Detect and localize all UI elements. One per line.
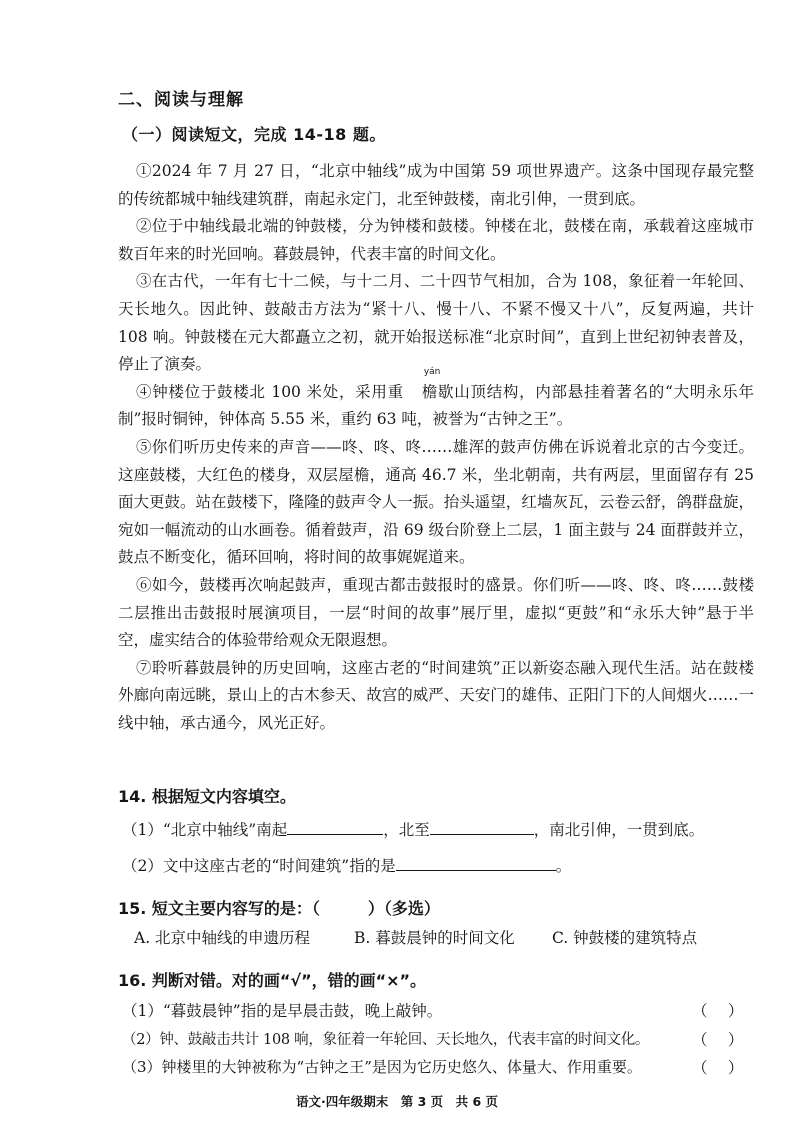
statement-1: （1）“暮鼓晨钟”指的是早晨击鼓，晚上敲钟。 <box>122 1002 443 1020</box>
answer-paren-2[interactable]: （ ） <box>692 1031 744 1049</box>
question-14-line-2 <box>122 854 571 876</box>
annotated-character: 檐 <box>421 382 438 401</box>
paragraph-1: ①2024 年 7 月 27 日，“北京中轴线”成为中国第 59 项世界遗产。这条中国现存最完整的传统都城中轴线建筑群，南起永定门，北至钟鼓楼，南北引伸，一贯到底。 <box>118 162 754 208</box>
q14-2-text-b: 。 <box>555 857 572 875</box>
q14-1-text-c: ，南北引伸，一贯到底。 <box>533 821 705 839</box>
pinyin-annotation <box>404 366 441 407</box>
paragraph-6: ⑥如今，鼓楼再次响起鼓声，重现古都击鼓报时的盛景。你们听——咚、咚、咚……鼓楼二层推出击鼓报时展演项目，一层“时间的故事”展厅里，虚拟“更鼓”和“永乐大钟”悬于半空，虚实结合的体验带给观众无限遐想。 <box>118 575 754 650</box>
reading-passage <box>118 158 754 737</box>
answer-paren-1[interactable]: （ ） <box>692 1002 744 1020</box>
q14-2-text-a: （2）文中这座古老的“时间建筑”指的是 <box>122 857 396 875</box>
paragraph-4 <box>118 366 754 434</box>
question-15-title: 15. 短文主要内容写的是：（ ）（多选） <box>118 899 440 918</box>
statement-2: （2）钟、鼓敲击共计 108 响，象征着一年轮回、天长地久，代表丰富的时间文化。 <box>122 1032 650 1048</box>
paragraph-5: ⑤你们听历史传来的声音——咚、咚、咚……雄浑的鼓声仿佛在诉说着北京的古今变迁。这座鼓楼，大红色的楼身，双层屋檐，通高 46.7 米，坐北朝南，共有两层，里面留存有 25 面大更鼓。站在鼓楼下，隆隆的鼓声令人一振。抬头遥望，红墙灰瓦，云卷云舒，鸽群盘旋，宛如一幅流动的山水画卷。循着鼓声，沿 69 级台阶登上二层，1 面主鼓与 24 面群鼓并立，鼓点不断变化，循环回响，将时间的故事娓娓道来。 <box>118 437 754 567</box>
paragraph-4-part-1: ④钟楼位于鼓楼北 100 米处，采用重 <box>136 382 404 401</box>
statement-3: （3）钟楼里的大钟被称为“古钟之王”是因为它历史悠久、体量大、作用重要。 <box>122 1058 642 1076</box>
answer-blank-north[interactable] <box>430 819 534 835</box>
sub-title: （一）阅读短文，完成 14-18 题。 <box>122 125 386 144</box>
q14-1-text-a: （1）“北京中轴线”南起 <box>122 821 288 839</box>
paragraph-3: ③在古代，一年有七十二候，与十二月、二十四节气相加，合为 108，象征着一年轮回、天长地久。因此钟、鼓敲击方法为“紧十八、慢十八、不紧不慢又十八”，反复两遍，共计 108 响。钟鼓楼在元大都矗立之初，就开始报送标准“北京时间”，直到上世纪初钟表普及，停止了演奏。 <box>118 272 754 374</box>
question-14-title: 14. 根据短文内容填空。 <box>118 787 296 806</box>
answer-paren-3[interactable]: （ ） <box>692 1059 744 1077</box>
paragraph-4-part-2: 歇山顶结构，内部悬挂着著名的“大明永乐年制”报时铜钟，钟体高 5.55 米，重约 63 吨，被誉为“古钟之王”。 <box>118 382 754 429</box>
section-title: 二、阅读与理解 <box>118 90 244 110</box>
question-16-title: 16. 判断对错。对的画“√”，错的画“×”。 <box>118 971 427 990</box>
option-a[interactable]: A. 北京中轴线的申遗历程 <box>134 929 311 947</box>
paragraph-7: ⑦聆听暮鼓晨钟的历史回响，这座古老的“时间建筑”正以新姿态融入现代生活。站在鼓楼外廊向南远眺，景山上的古木参天、故宫的威严、天安门的雄伟、正阳门下的人间烟火……一线中轴，承古通今，风光正好。 <box>118 658 754 732</box>
answer-blank-building[interactable] <box>396 855 556 871</box>
answer-blank-south[interactable] <box>287 819 383 835</box>
paragraph-2: ②位于中轴线最北端的钟鼓楼，分为钟楼和鼓楼。钟楼在北，鼓楼在南，承载着这座城市数百年来的时光回响。暮鼓晨钟，代表丰富的时间文化。 <box>118 217 754 263</box>
question-14-line-1 <box>122 818 704 840</box>
pinyin-text: yán <box>423 366 441 377</box>
option-c[interactable]: C. 钟鼓楼的建筑特点 <box>552 929 698 947</box>
q14-1-text-b: ，北至 <box>383 821 430 839</box>
page-footer: 语文·四年级期末 第 3 页 共 6 页 <box>295 1094 499 1109</box>
option-b[interactable]: B. 暮鼓晨钟的时间文化 <box>354 929 515 947</box>
